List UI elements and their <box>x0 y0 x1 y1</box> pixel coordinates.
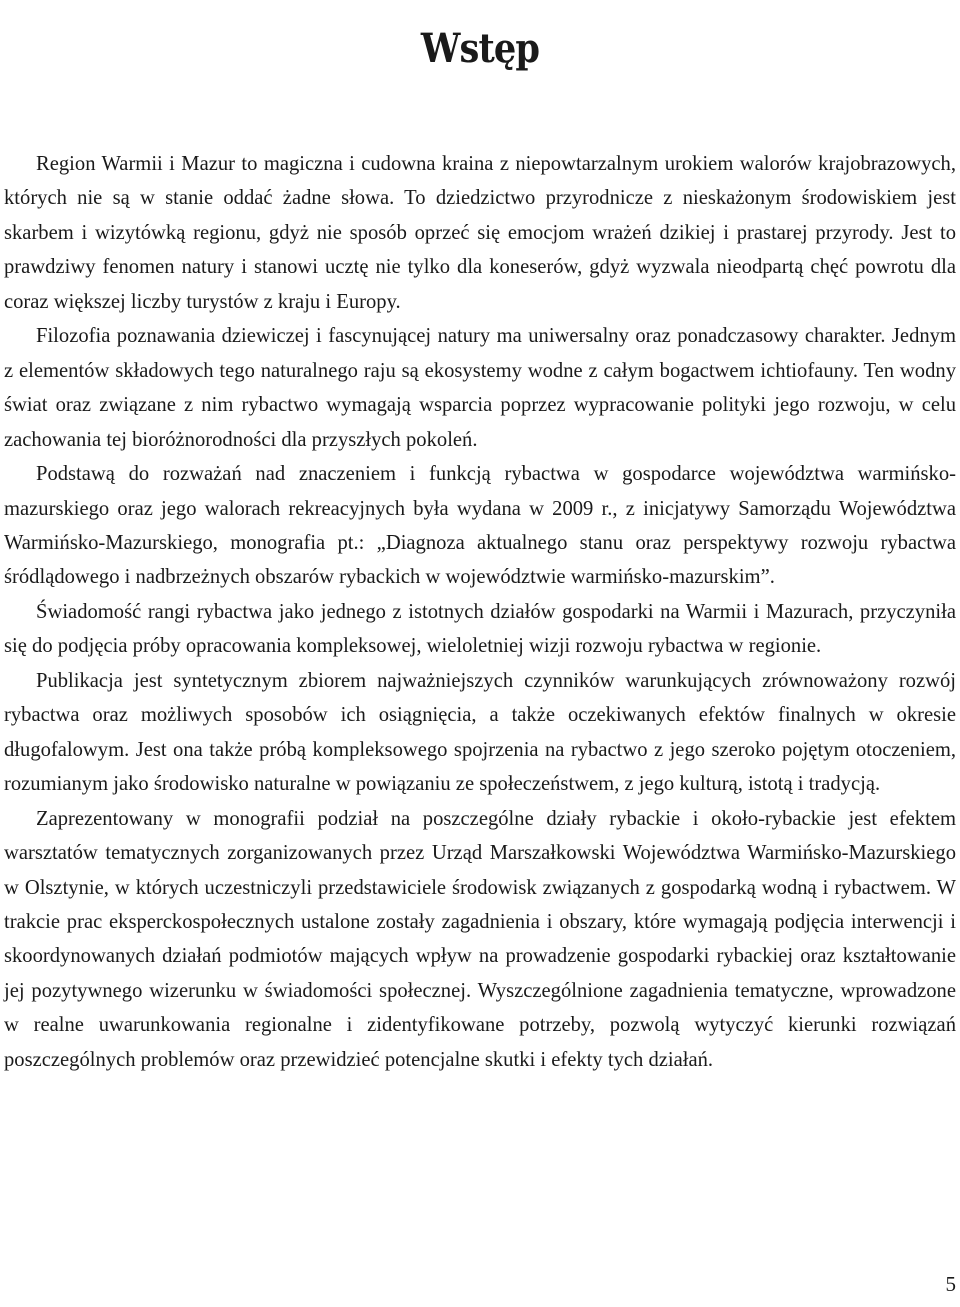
paragraph-philosophy: Filozofia poznawania dziewiczej i fascynującej natury ma uniwersalny oraz ponadczasowy charakter. Jednym z elementów składowych tego naturalnego raju są ekosystemy wodne z całym bogactwem ichtiofauny. Ten wodny świat oraz związane z nim rybactwo wymagają wsparcia poprzez wypracowanie polityki jego rozwoju, w celu zachowania tej bioróżnorodności dla przyszłych pokoleń. <box>4 325 956 451</box>
page-title: Wstęp <box>420 24 540 72</box>
paragraph-publication: Publikacja jest syntetycznym zbiorem najważniejszych czynników warunkujących zrównoważony rozwój rybactwa oraz możliwych sposobów ich osiągnięcia, a także oczekiwanych efektów finalnych w okresie długofalowym. Jest ona także próbą kompleksowego spojrzenia na rybactwo z jego szeroko pojętym otoczeniem, rozumianym jako środowisko naturalne w powiązaniu ze społeczeństwem, z jego kulturą, istotą i tradycją. <box>4 669 956 796</box>
paragraph-basis: Podstawą do rozważań nad znaczeniem i funkcją rybactwa w gospodarce województwa warmińsko-mazurskiego oraz jego walorach rekreacyjnych była wydana w 2009 r., z inicjatywy Samorządu Województwa Warmińsko-Mazurskiego, monografia pt.: „Diagnoza aktualnego stanu oraz perspektywy rozwoju rybactwa śródlądowego i nadbrzeżnych obszarów rybackich w województwie warmińsko-mazurskim”. <box>4 463 956 589</box>
page-number: 5 <box>945 1272 956 1296</box>
paragraph-intro: Region Warmii i Mazur to magiczna i cudowna kraina z niepowtarzalnym urokiem walorów krajobrazowych, których nie są w stanie oddać żadne słowa. To dziedzictwo przyrodnicze z nieskażonym środowiskiem jest skarbem i wizytówką regionu, gdyż nie sposób oprzeć się emocjom wrażeń dzikiej i prastarej przyrody. Jest to prawdziwy fenomen natury i stanowi ucztę nie tylko dla koneserów, gdyż wyzwala nieodpartą chęć powrotu dla coraz większej liczby turystów z kraju i Europy. <box>4 153 956 313</box>
paragraph-awareness: Świadomość rangi rybactwa jako jednego z istotnych działów gospodarki na Warmii i Mazurach, przyczyniła się do podjęcia próby opracowania kompleksowej, wieloletniej wizji rozwoju rybactwa w regionie. <box>4 600 956 658</box>
paragraph-workshops: Zaprezentowany w monografii podział na poszczególne działy rybackie i około-rybackie jest efektem warsztatów tematycznych zorganizowanych przez Urząd Marszałkowski Województwa Warmińsko-Mazurskiego w Olsztynie, w których uczestniczyli przedstawiciele środowisk związanych z gospodarką wodną i rybactwem. W trakcie prac eksperckospołecznych ustalone zostały zagadnienia i obszary, które wymagają podjęcia interwencji i skoordynowanych działań podmiotów mających wpływ na prowadzenie gospodarki rybackiej oraz kształtowanie jej pozytywnego wizerunku w świadomości społecznej. Wyszczególnione zagadnienia tematyczne, wprowadzone w realne uwarunkowania regionalne i zidentyfikowane potrzeby, pozwolą wytyczyć kierunki rozwiązań poszczególnych problemów oraz przewidzieć potencjalne skutki i efekty tych działań. <box>4 807 956 1071</box>
body-text <box>4 147 956 1077</box>
